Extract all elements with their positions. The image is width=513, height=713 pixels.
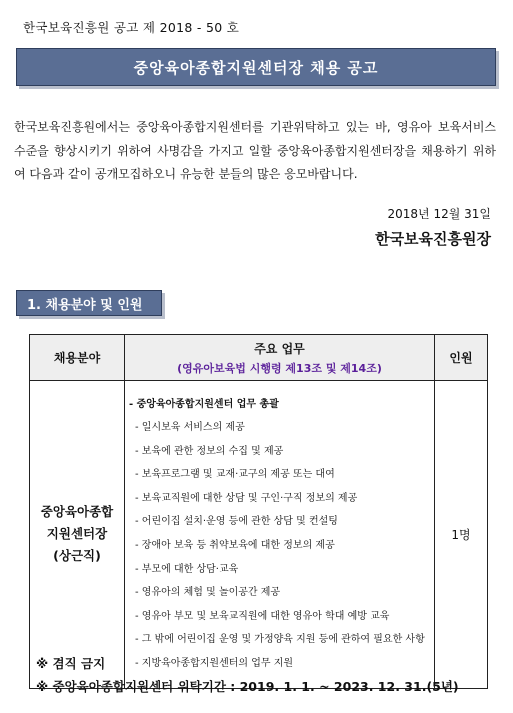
notice-number: 한국보육진흥원 공고 제 2018 - 50 호: [23, 20, 240, 35]
section-heading-recruitment: [16, 290, 162, 316]
notice-date: 2018년 12월 31일: [387, 207, 491, 221]
duty-item: - 일시보육 서비스의 제공: [135, 422, 245, 433]
recruitment-table: [29, 334, 488, 689]
header-duties-legal-basis: (영유아보육법 시행령 제13조 및 제14조): [177, 361, 382, 375]
field-employment-type: (상근직): [53, 548, 101, 564]
header-count: 인원: [435, 335, 488, 381]
recruit-field-cell: [30, 381, 125, 689]
duty-heading: - 중앙육아종합지원센터 업무 총괄: [129, 399, 279, 410]
duty-item: - 어린이집 설치·운영 등에 관한 상담 및 컨설팅: [135, 516, 338, 528]
field-name-line: 지원센터장: [46, 526, 108, 542]
duty-item: - 부모에 대한 상담·교육: [135, 563, 239, 575]
intro-paragraph: 한국보육진흥원에서는 중앙육아종합지원센터를 기관위탁하고 있는 바, 영유아 보육서비스 수준을 향상시키기 위하여 사명감을 가지고 일할 중앙육아종합지원센터장을 채용하기 위하여 다음과 같이 공개모집하오니 유능한 분들의 많은 응모바랍니다.: [14, 120, 496, 181]
table-header-row: [30, 335, 488, 381]
duties-cell: [125, 381, 435, 689]
header-duties: [125, 335, 435, 381]
page-title: 중앙육아종합지원센터장 채용 공고: [133, 58, 379, 77]
table-row: [30, 381, 488, 689]
header-field: 채용분야: [30, 335, 125, 381]
title-banner: [16, 48, 496, 86]
headcount-cell: 1명: [435, 381, 488, 689]
duty-item: - 영유아 부모 및 보육교직원에 대한 영유아 학대 예방 교육: [135, 610, 390, 622]
note-no-dual-employment: ※ 겸직 금지: [36, 656, 106, 671]
duty-item: - 장애아 보육 등 취약보육에 대한 정보의 제공: [135, 539, 335, 551]
field-name-line: 중앙육아종합: [40, 504, 114, 520]
duty-item: - 보육교직원에 대한 상담 및 구인·구직 정보의 제공: [135, 492, 358, 504]
section-heading-label: 1. 채용분야 및 인원: [27, 297, 143, 313]
note-entrustment-period: ※ 중앙육아종합지원센터 위탁기간 : 2019. 1. 1. ~ 2023. 12. 31.(5년): [36, 679, 459, 694]
duty-item: - 지방육아종합지원센터의 업무 지원: [135, 657, 294, 669]
issuer-name: 한국보육진흥원장: [375, 230, 491, 248]
duty-item: - 보육에 관한 정보의 수집 및 제공: [135, 445, 284, 457]
header-duties-label: 주요 업무: [254, 341, 305, 356]
duty-item: - 영유아의 체험 및 놀이공간 제공: [135, 587, 281, 599]
duty-item: - 보육프로그램 및 교재·교구의 제공 또는 대여: [135, 469, 335, 481]
duty-item: - 그 밖에 어린이집 운영 및 가정양육 지원 등에 관하여 필요한 사항: [135, 634, 425, 646]
